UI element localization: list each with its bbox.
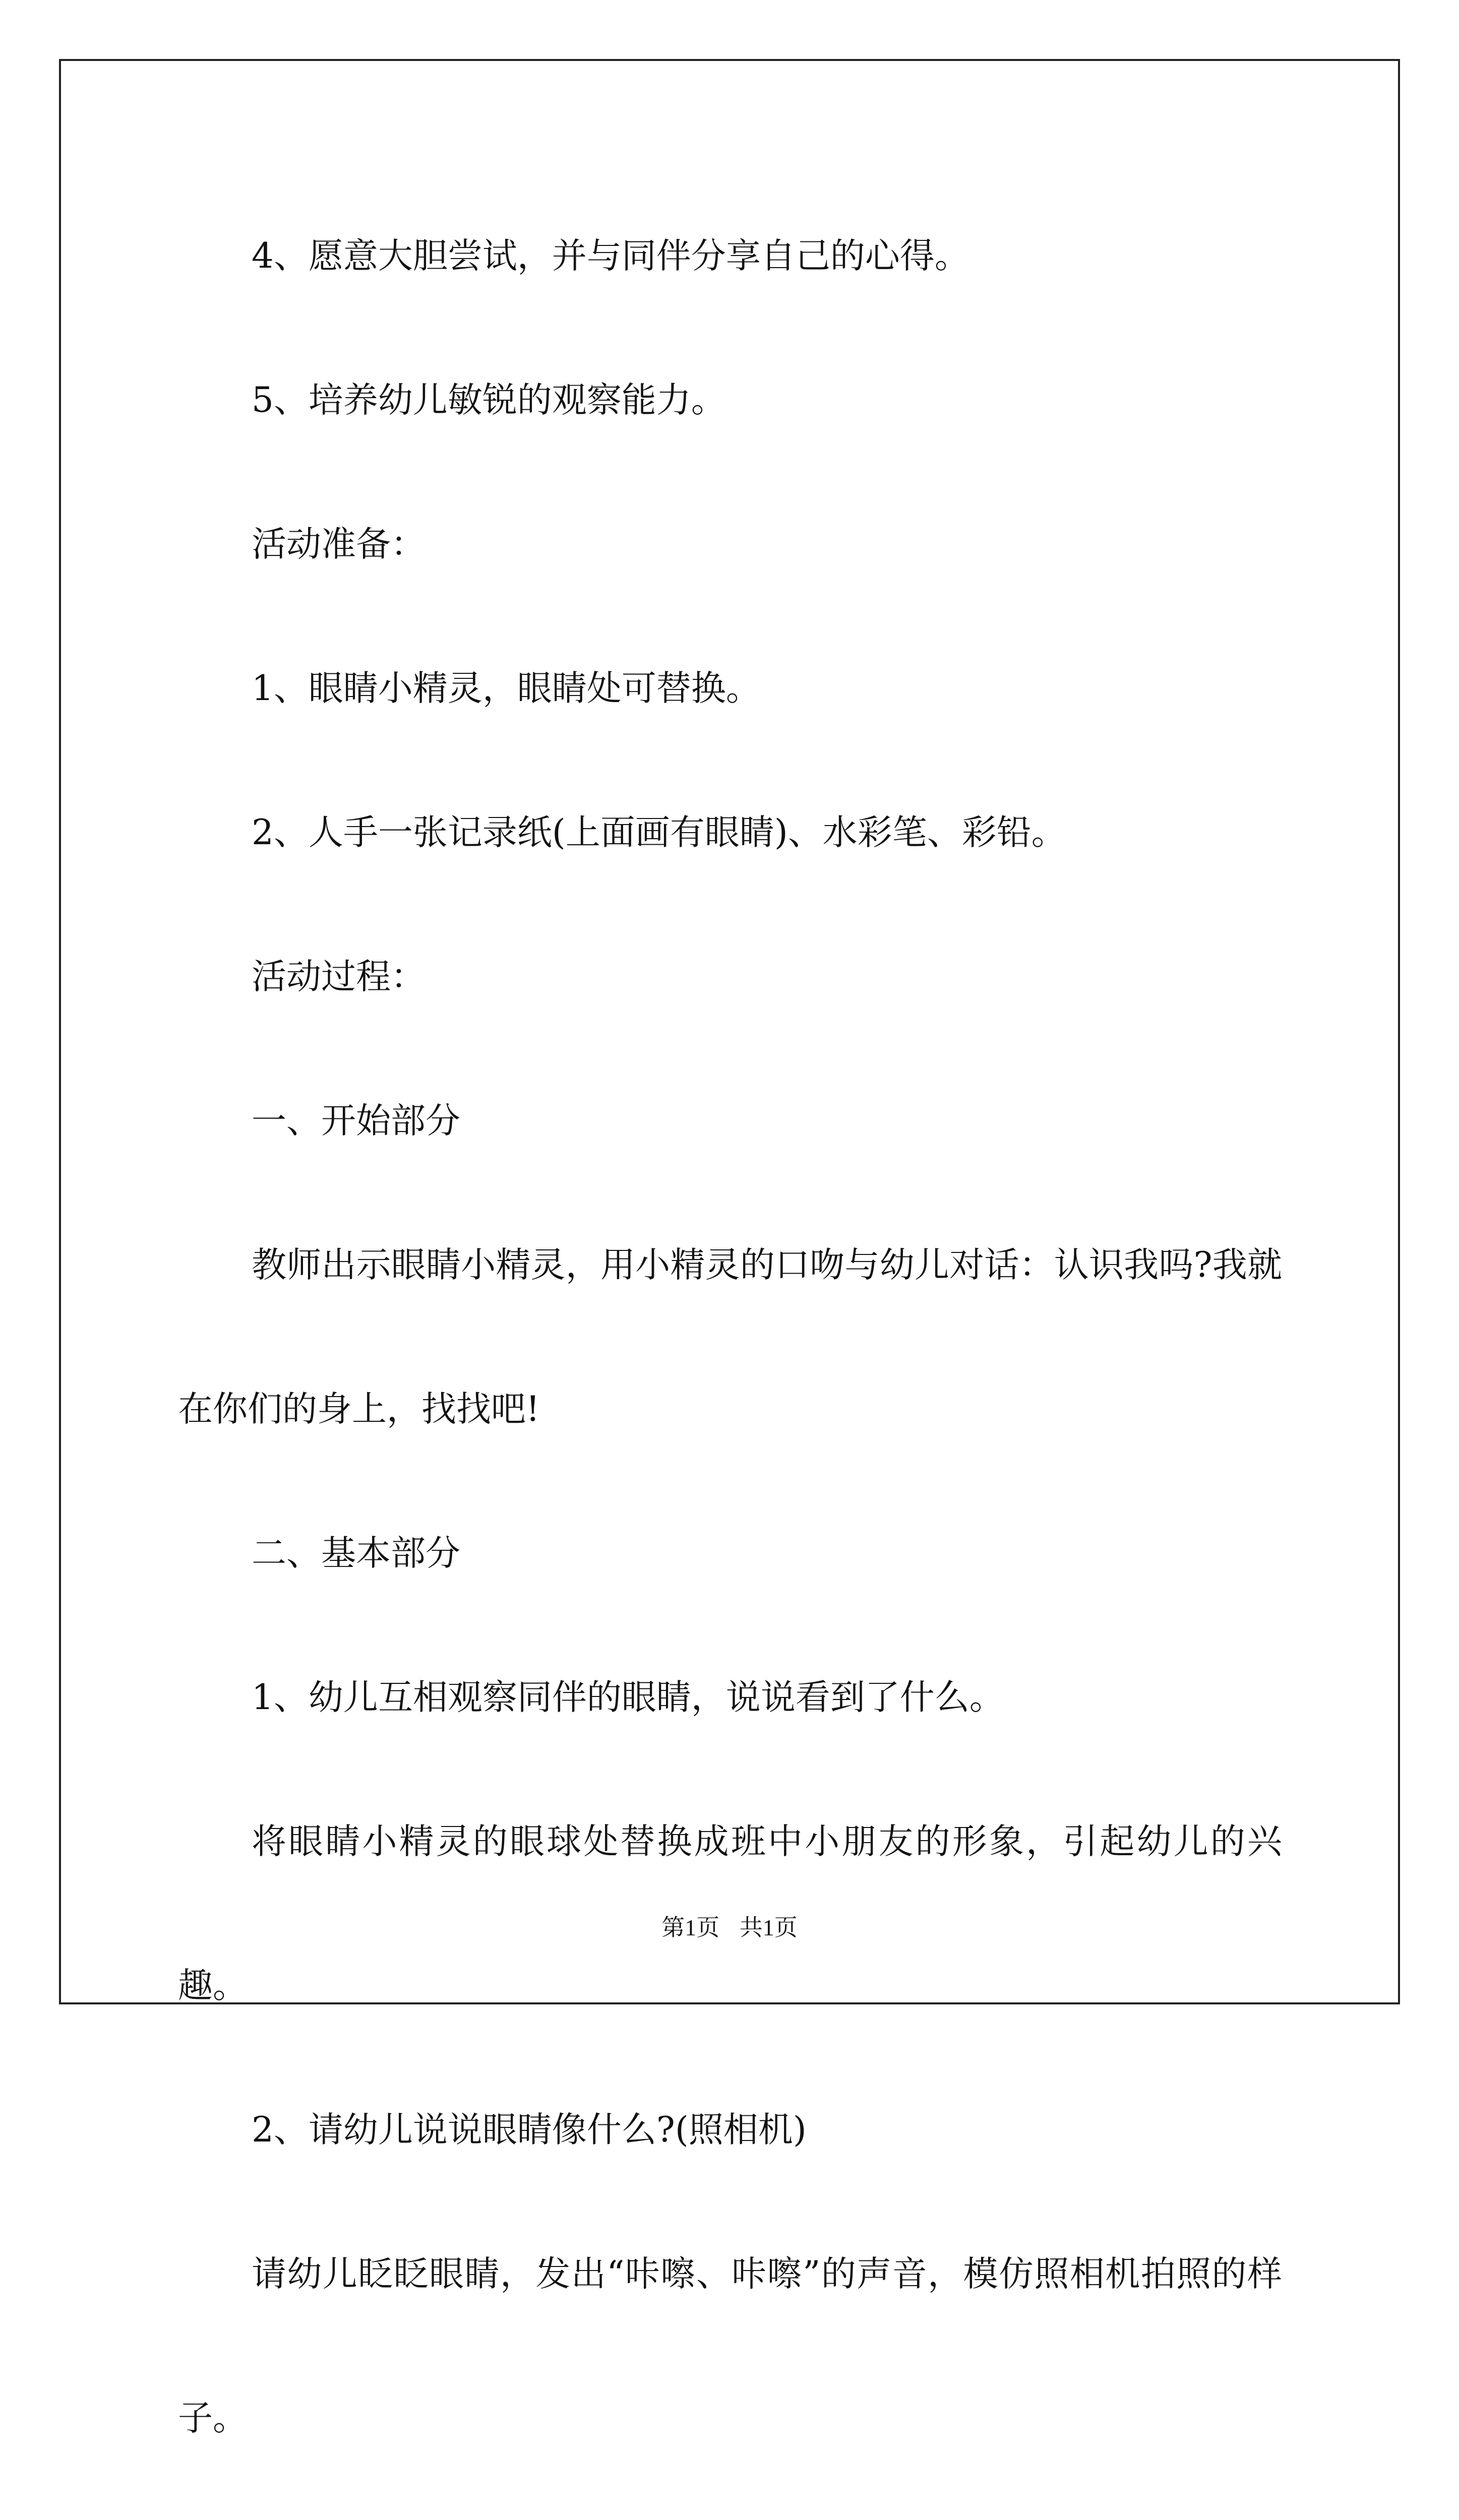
paragraph-goal-4: 4、愿意大胆尝试，并与同伴分享自己的心得。 [252, 236, 969, 276]
heading-part-two: 二、基本部分 [252, 1533, 460, 1573]
document-body [178, 184, 1282, 2520]
page-total: 共1页 [739, 1915, 798, 1940]
heading-activity-process: 活动过程： [252, 957, 425, 997]
paragraph-blink-camera: 请幼儿眨眨眼睛，发出“咔嚓、咔嚓”的声音，模仿照相机拍照的样子。 [178, 2254, 1282, 2438]
paragraph-goal-5: 5、培养幼儿敏锐的观察能力。 [252, 380, 726, 420]
heading-activity-preparation: 活动准备： [252, 524, 425, 564]
paragraph-prep-1: 1、眼睛小精灵，眼睛处可替换。 [252, 668, 761, 709]
paragraph-step-3 [178, 2490, 1282, 2520]
page-footer [0, 1913, 1459, 1943]
paragraph-step-2: 2、请幼儿说说眼睛像什么?(照相机) [252, 2110, 807, 2150]
paragraph-replace-eyeball: 将眼睛小精灵的眼球处替换成班中小朋友的形象，引起幼儿的兴趣。 [178, 1821, 1282, 2006]
paragraph-teacher-intro: 教师出示眼睛小精灵，用小精灵的口吻与幼儿对话：认识我吗?我就在你们的身上，找找吧! [178, 1245, 1282, 1429]
paragraph-step-1: 1、幼儿互相观察同伴的眼睛，说说看到了什么。 [252, 1677, 1004, 1718]
page-number: 第1页 [661, 1915, 720, 1940]
paragraph-prep-2: 2、人手一张记录纸(上面画有眼睛)、水彩笔、彩铅。 [252, 812, 1066, 853]
heading-part-one: 一、开始部分 [252, 1101, 460, 1141]
